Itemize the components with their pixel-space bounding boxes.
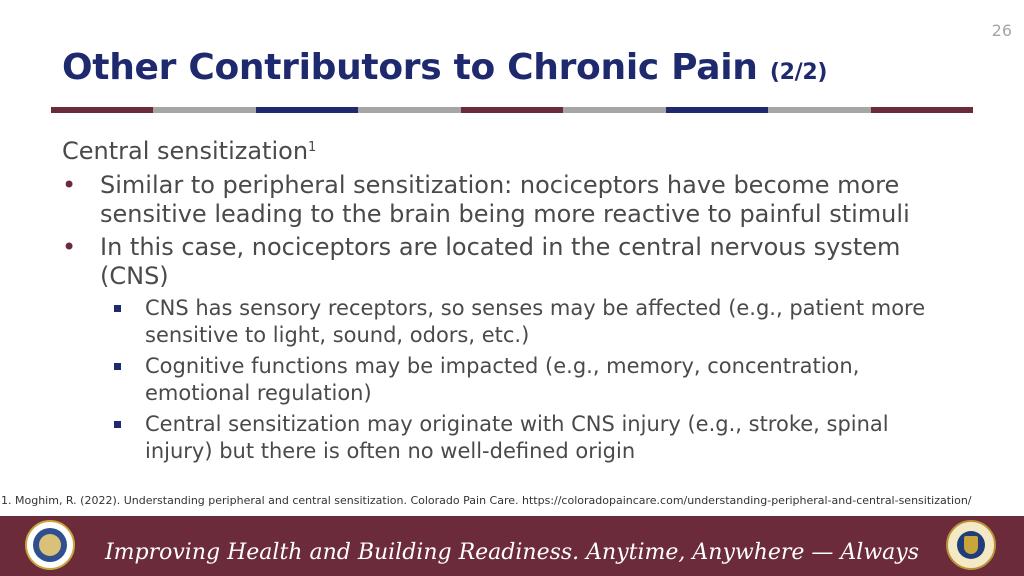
dha-seal-icon [946, 520, 996, 570]
content-area [62, 132, 962, 465]
bullet-item [62, 171, 962, 229]
page-title [62, 47, 827, 88]
sub-bullet-text: Cognitive functions may be impacted (e.g., memory, concentration, emotional regulation) [145, 354, 860, 405]
footer-tagline: Improving Health and Building Readiness. Anytime, Anywhere — Always [104, 540, 920, 565]
title-text: Other Contributors to Chronic Pain [62, 47, 758, 88]
sub-bullet-text: Central sensitization may originate with CNS injury (e.g., stroke, spinal injury) but there is often no well-defined origin [145, 412, 889, 463]
section-heading [62, 132, 962, 167]
divider-segment [666, 107, 768, 113]
square-bullet-icon [114, 421, 121, 428]
title-divider [51, 107, 973, 113]
sub-bullet-item [62, 295, 962, 349]
footnote: 1. Moghim, R. (2022). Understanding peripheral and central sensitization. Colorado Pain Care. https://coloradopaincare.com/understanding-peripheral-and-central-sensitization/ [1, 494, 972, 507]
divider-segment [256, 107, 358, 113]
sub-bullet-item [62, 411, 962, 465]
bullet-item [62, 233, 962, 291]
bullet-text: In this case, nociceptors are located in the central nervous system (CNS) [100, 233, 901, 290]
square-bullet-icon [114, 305, 121, 312]
divider-segment [768, 107, 870, 113]
divider-segment [51, 107, 153, 113]
bullet-list [62, 171, 962, 465]
divider-segment [563, 107, 665, 113]
divider-segment [358, 107, 460, 113]
divider-segment [871, 107, 973, 113]
bullet-dot-icon: • [62, 171, 77, 199]
footer-bar [0, 516, 1024, 576]
sub-bullet-text: CNS has sensory receptors, so senses may be affected (e.g., patient more sensitive to light, sound, odors, etc.) [145, 296, 926, 347]
slide-number: 26 [991, 21, 1012, 40]
footnote-ref: 1 [308, 140, 317, 155]
section-heading-text: Central sensitization [62, 137, 309, 165]
bullet-text: Similar to peripheral sensitization: nociceptors have become more sensitive leading to the brain being more reactive to painful stimuli [100, 171, 910, 228]
square-bullet-icon [114, 363, 121, 370]
title-part: (2/2) [769, 60, 828, 85]
divider-segment [153, 107, 255, 113]
bullet-dot-icon: • [62, 233, 77, 261]
sub-bullet-item [62, 353, 962, 407]
divider-segment [461, 107, 563, 113]
